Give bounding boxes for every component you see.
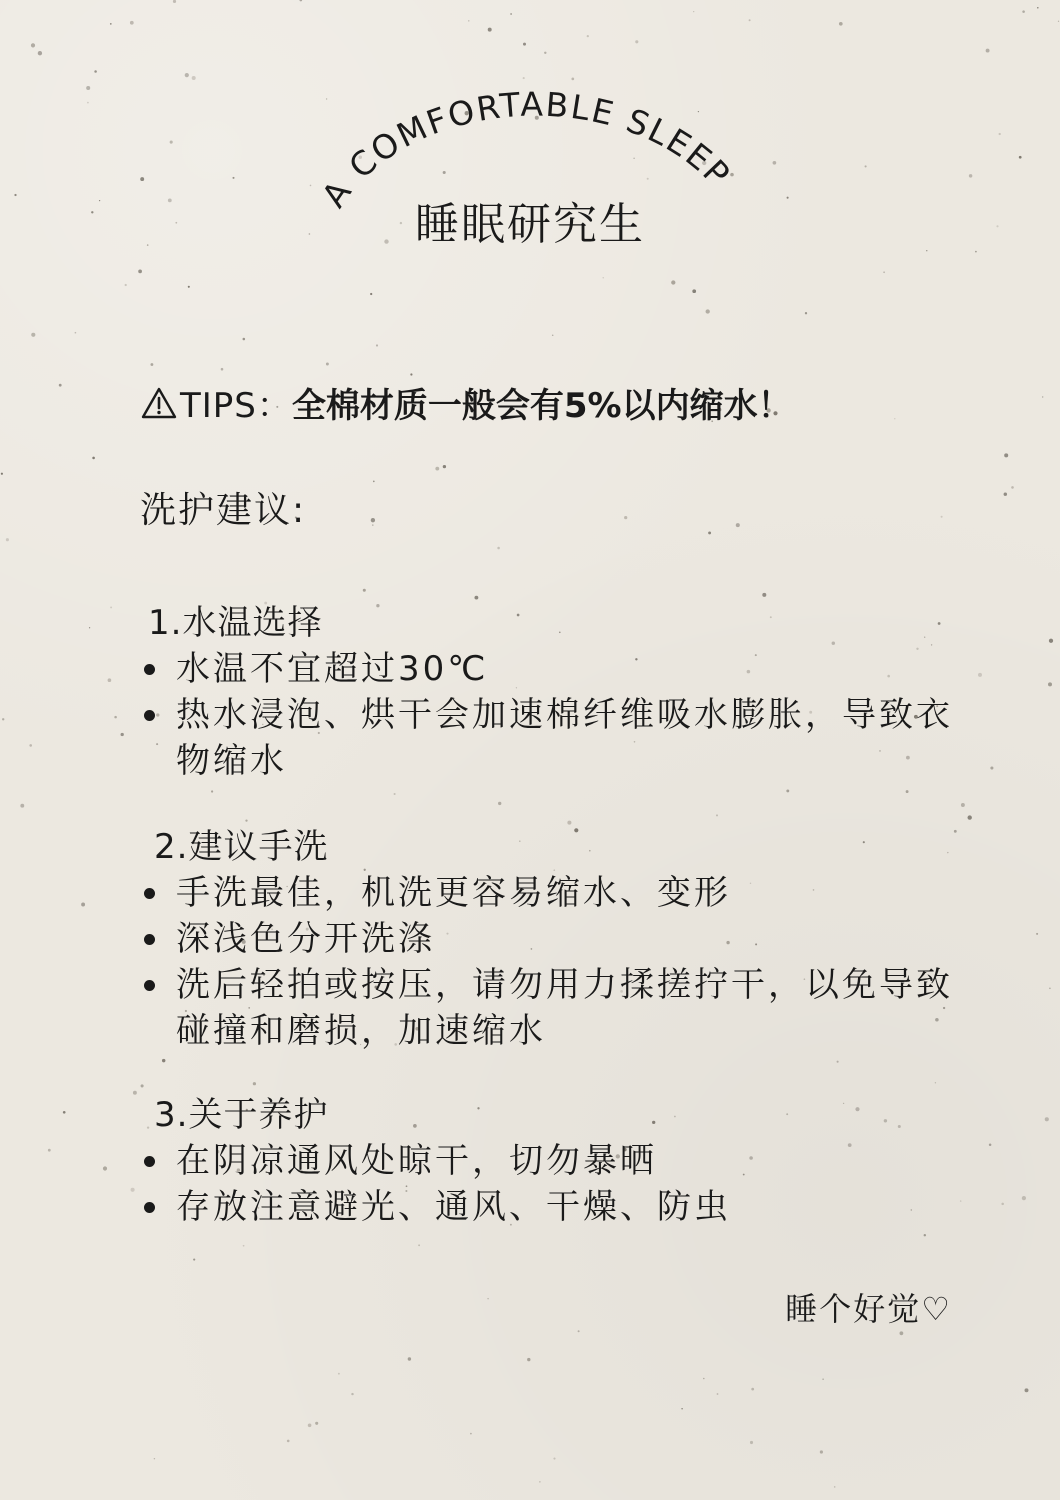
paper-speckle (750, 1441, 753, 1444)
paper-speckle (1049, 987, 1051, 989)
paper-speckle (121, 733, 124, 736)
paper-speckle (474, 596, 478, 600)
care-heading: 洗护建议: (140, 490, 307, 531)
paper-speckle (883, 271, 885, 273)
paper-speckle (935, 1082, 936, 1083)
list-item-text: 水温不宜超过30℃ (176, 649, 489, 689)
paper-speckle (906, 790, 909, 793)
paper-speckle (110, 606, 112, 608)
paper-speckle (185, 73, 189, 77)
list-item (140, 1138, 970, 1184)
paper-speckle (1019, 156, 1022, 159)
paper-speckle (749, 19, 751, 21)
paper-speckle (717, 1393, 719, 1395)
list-item-text: 深浅色分开洗涤 (176, 919, 435, 959)
paper-speckle (989, 1143, 992, 1146)
paper-speckle (31, 43, 35, 47)
paper-speckle (130, 21, 134, 25)
paper-speckle (20, 804, 24, 808)
paper-speckle (1004, 492, 1007, 495)
paper-speckle (114, 716, 117, 719)
paper-speckle (351, 1393, 353, 1395)
paper-speckle (1004, 453, 1008, 457)
paper-speckle (703, 1378, 705, 1380)
paper-speckle (986, 49, 990, 53)
paper-speckle (510, 13, 512, 15)
paper-speckle (990, 766, 993, 769)
warning-triangle-icon (140, 386, 178, 420)
paper-speckle (125, 284, 127, 286)
paper-speckle (894, 418, 895, 419)
section-title: 3.关于养护 (154, 1095, 329, 1135)
list-item (140, 962, 970, 1054)
paper-speckle (635, 40, 638, 43)
paper-speckle (110, 23, 112, 25)
paper-speckle (708, 531, 711, 534)
paper-speckle (587, 35, 589, 37)
paper-speckle (839, 22, 843, 26)
paper-speckle (370, 293, 372, 295)
paper-speckle (999, 133, 1001, 135)
paper-speckle (133, 1091, 137, 1095)
paper-speckle (89, 627, 90, 628)
paper-speckle (693, 11, 694, 12)
paper-speckle (86, 86, 90, 90)
paper-speckle (900, 1331, 904, 1335)
list-item-text: 在阴凉通风处晾干，切勿暴晒 (176, 1141, 657, 1181)
paper-speckle (48, 1149, 51, 1152)
bullet-dot-icon (144, 710, 155, 721)
paper-speckle (1037, 7, 1039, 9)
paper-speckle (408, 1357, 411, 1360)
tips-text: 全棉材质一般会有5%以内缩水！ (291, 386, 792, 426)
paper-speckle (443, 465, 446, 468)
paper-speckle (865, 165, 867, 167)
list-item (140, 870, 970, 916)
paper-speckle (141, 1084, 144, 1087)
paper-speckle (243, 338, 246, 341)
paper-speckle (527, 1358, 530, 1361)
paper-speckle (154, 1458, 155, 1459)
section-title: 2.建议手洗 (154, 827, 329, 867)
paper-speckle (553, 1458, 555, 1460)
paper-speckle (681, 1408, 682, 1409)
list-item-text: 洗后轻拍或按压，请勿用力揉搓拧干，以免导致碰撞和磨损，加速缩水 (176, 965, 953, 1051)
paper-speckle (497, 547, 500, 550)
list-item-text: 热水浸泡、烘干会加速棉纤维吸水膨胀，导致衣物缩水 (176, 695, 953, 781)
paper-speckle (837, 1061, 839, 1063)
paper-speckle (671, 280, 675, 284)
paper-speckle (31, 333, 35, 337)
paper-speckle (308, 1423, 312, 1427)
paper-speckle (162, 1059, 165, 1062)
paper-speckle (2, 718, 4, 720)
paper-speckle (245, 819, 247, 821)
paper-speckle (150, 363, 153, 366)
paper-speckle (751, 1388, 754, 1391)
list-item (140, 646, 970, 692)
paper-speckle (969, 174, 972, 177)
paper-speckle (138, 270, 142, 274)
paper-speckle (539, 1481, 540, 1482)
paper-speckle (1011, 486, 1014, 489)
signoff-text: 睡个好觉♡ (785, 1290, 952, 1328)
paper-speckle (978, 673, 982, 677)
list-item (140, 692, 970, 784)
paper-speckle (299, 0, 302, 1)
bullet-dot-icon (144, 888, 155, 899)
bullet-dot-icon (144, 664, 155, 675)
paper-speckle (941, 516, 943, 518)
paper-speckle (578, 1330, 580, 1332)
paper-speckle (232, 177, 234, 179)
bullet-dot-icon (144, 934, 155, 945)
paper-speckle (221, 368, 224, 371)
paper-speckle (192, 76, 196, 80)
paper-speckle (1022, 1196, 1026, 1200)
paper-speckle (81, 903, 85, 907)
paper-speckle (762, 593, 766, 597)
paper-speckle (1, 473, 3, 475)
paper-speckle (1022, 10, 1025, 13)
paper-speckle (170, 141, 173, 144)
paper-speckle (108, 678, 112, 682)
paper-speckle (805, 312, 807, 314)
paper-speckle (786, 789, 789, 792)
paper-speckle (394, 793, 396, 795)
paper-speckle (1048, 682, 1052, 686)
paper-speckle (692, 289, 696, 293)
list-item-text: 存放注意避光、通风、干燥、防虫 (176, 1187, 731, 1227)
paper-speckle (820, 1450, 823, 1453)
paper-speckle (75, 332, 77, 334)
paper-speckle (410, 373, 412, 375)
paper-speckle (1058, 21, 1059, 22)
paper-speckle (834, 1486, 836, 1488)
paper-speckle (253, 1082, 256, 1085)
paper-speckle (373, 481, 375, 483)
section-title: 1.水温选择 (148, 603, 323, 643)
paper-speckle (193, 1259, 195, 1261)
bullet-dot-icon (144, 980, 155, 991)
tips-banner (140, 378, 792, 427)
brand-title: 睡眠研究生 (415, 199, 645, 250)
paper-speckle (1042, 396, 1043, 397)
paper-speckle (470, 1433, 472, 1435)
paper-speckle (326, 363, 329, 366)
paper-speckle (544, 52, 546, 54)
paper-speckle (716, 814, 718, 816)
paper-speckle (287, 1440, 290, 1443)
arc-slogan-text: A COMFORTABLE SLEEP (313, 84, 739, 215)
paper-speckle (487, 1298, 489, 1300)
paper-speckle (29, 744, 32, 747)
list-item (140, 916, 970, 962)
paper-speckle (961, 803, 965, 807)
bullet-dot-icon (144, 1156, 155, 1167)
tips-label: TIPS： (180, 386, 292, 426)
section-hand-wash (140, 824, 970, 1054)
paper-speckle (371, 518, 375, 522)
paper-speckle (63, 1111, 66, 1114)
section-maintenance (140, 1092, 970, 1230)
bullet-dot-icon (144, 1202, 155, 1213)
paper-speckle (706, 309, 710, 313)
paper-speckle (435, 467, 439, 471)
paper-speckle (38, 51, 42, 55)
paper-speckle (94, 70, 97, 73)
paper-speckle (103, 1166, 107, 1170)
paper-speckle (1036, 933, 1038, 935)
paper-speckle (87, 102, 89, 104)
paper-speckle (523, 43, 526, 46)
paper-speckle (1001, 1203, 1004, 1206)
paper-speckle (140, 177, 144, 181)
paper-speckle (363, 589, 366, 592)
paper-speckle (173, 0, 176, 3)
paper-speckle (468, 20, 469, 21)
paper-speckle (188, 286, 190, 288)
section-water-temperature (140, 600, 970, 784)
list-item-text: 手洗最佳，机洗更容易缩水、变形 (176, 873, 731, 913)
paper-speckle (488, 28, 492, 32)
paper-speckle (6, 538, 9, 541)
paper-speckle (1045, 1117, 1049, 1121)
paper-speckle (1025, 1388, 1029, 1392)
paper-speckle (92, 457, 95, 460)
paper-speckle (59, 384, 62, 387)
paper-speckle (736, 523, 740, 527)
paper-speckle (968, 815, 972, 819)
paper-speckle (603, 277, 604, 278)
paper-speckle (372, 524, 373, 525)
paper-speckle (924, 1234, 926, 1236)
paper-speckle (624, 516, 627, 519)
paper-speckle (376, 344, 378, 346)
paper-speckle (243, 1245, 245, 1247)
list-item (140, 1184, 970, 1230)
paper-speckle (773, 161, 777, 165)
paper-speckle (131, 1188, 135, 1192)
paper-speckle (822, 1378, 823, 1379)
paper-speckle (498, 802, 501, 805)
paper-speckle (338, 1373, 340, 1375)
paper-speckle (211, 790, 213, 792)
paper-speckle (418, 1244, 420, 1246)
paper-speckle (552, 335, 554, 337)
paper-speckle (315, 1422, 318, 1425)
paper-speckle (1049, 639, 1053, 643)
